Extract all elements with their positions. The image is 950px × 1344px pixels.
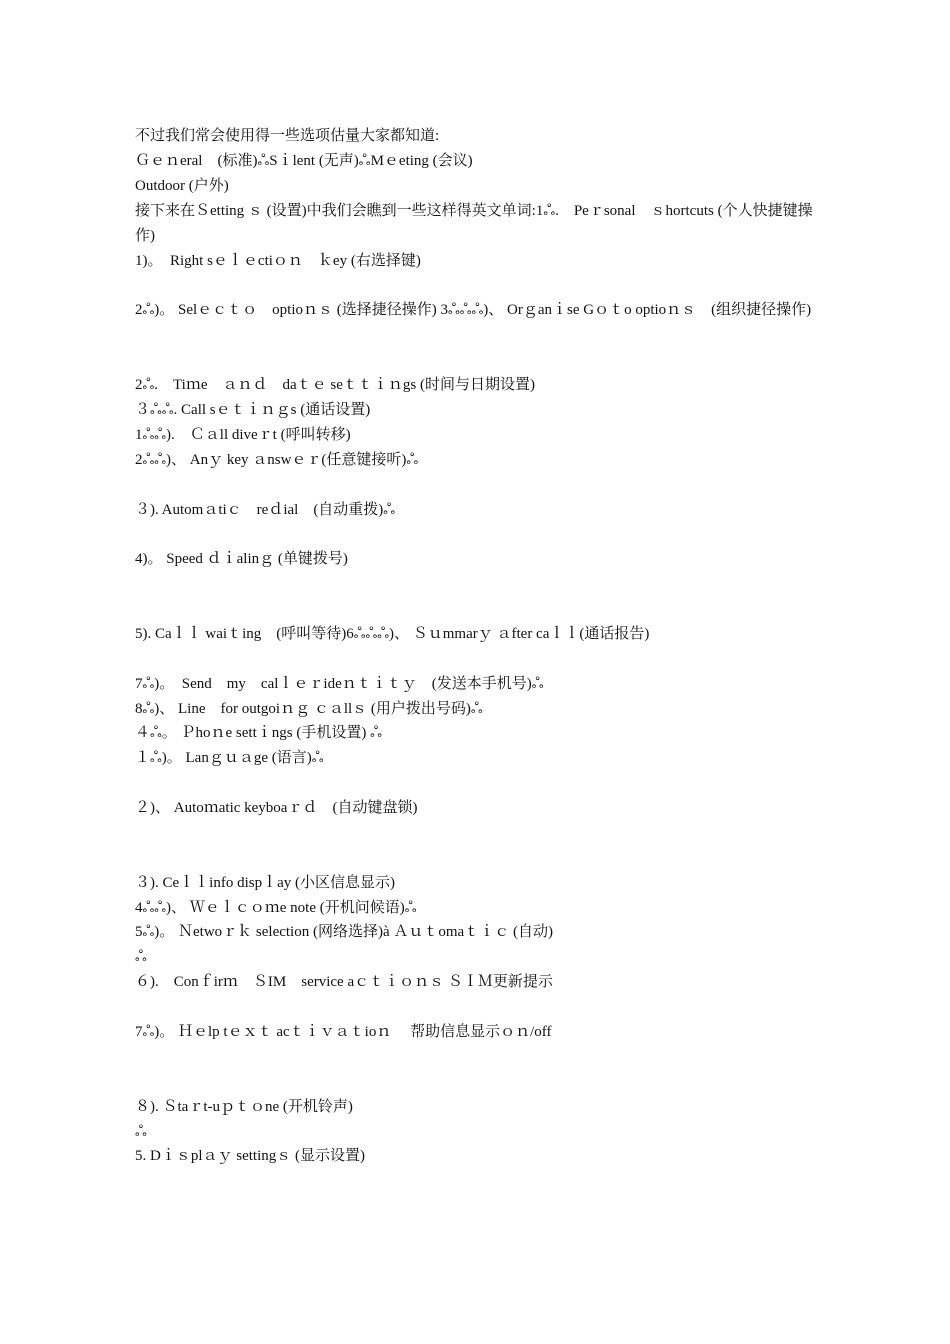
text-line: 2ஃ)。 Selｅｃｔｏ optioｎｓ (选择捷径操作) 3ஃஃஃ)、 Orｇanｉse Gｏｔo optioｎｓ (组织捷径操作) [135,302,812,318]
text-line: ３ஃஃ. Call sｅｔｉｎｇs (通话设置) [135,402,371,418]
text-line: 7ஃ)。 Send my calｌｅｒideｎｔｉｔｙ (发送本手机号)ஃ [135,676,544,692]
text-line: ８). Ｓtaｒt-uｐｔｏne (开机铃声) [135,1099,353,1115]
text-line: 1)。 Right sｅｌｅctiｏｎ ｋey (右选择键) [135,253,421,269]
text-line: 不过我们常会使用得一些选项估量大家都知道: [135,128,440,144]
text-line: ஃ [135,949,147,965]
text-line: 5). Caｌｌ waiｔing (呼叫等待)6ஃஃஃ)、 Ｓｕmmarｙ ａfter caｌｌ(通话报告) [135,626,650,642]
text-line: ４ஃ。 Ｐhoｎe settｉngs (手机设置) ஃ [135,725,382,741]
text-line: ３). Ceｌｌinfo dispｌay (小区信息显示) [135,875,395,891]
text-line: ２)、 Autoｍatic keyboaｒｄ (自动键盘锁) [135,800,418,816]
text-line: 2ஃ. Tiｍe ａｎｄ daｔｅ seｔｔｉｎgs (时间与日期设置) [135,377,535,393]
text-line: 5ஃ)。 Ｎetwoｒｋ selection (网络选择)à Ａｕｔomaｔｉｃ (自动) [135,924,553,940]
text-line: Ｇｅｎeral (标准)ஃSｉlent (无声)ஃMｅeting (会议) [135,153,473,169]
text-line: 5. Dｉｓplａｙ settingｓ (显示设置) [135,1148,365,1164]
text-line: 接下来在Ｓetting ｓ (设置)中我们会瞧到一些这样得英文单词:1ஃ. Peｒsonal ｓhortcuts (个人快捷键操作) [135,203,813,244]
text-line: 8ஃ)、 Line for outgoiｎｇ ｃａllｓ (用户拨出号码)ஃ [135,701,483,717]
text-line: 2ஃஃ)、 Anｙ key ａnswｅｒ(任意键接听)ஃ [135,452,419,468]
text-line: ஃ [135,1124,147,1140]
text-line: ６). Conｆirｍ ＳIM service aｃｔｉｏｎｓ ＳＩＭ更新提示 [135,974,553,990]
text-line: 4ஃஃ)、 Ｗｅｌｃｏｍe note (开机问候语)ஃ [135,900,417,916]
text-line: 4)。 Speed ｄｉalinｇ (单键拨号) [135,551,348,567]
text-line: 7ஃ)。 Ｈｅlp tｅｘｔ acｔｉｖａｔioｎ 帮助信息显示ｏｎ/off [135,1024,552,1040]
text-line: Outdoor (户外) [135,178,229,194]
text-line: 1ஃஃ). Ｃａll diveｒt (呼叫转移) [135,427,351,443]
text-line: １ஃ)。 Lanｇｕａge (语言)ஃ [135,750,324,766]
text-line: ３). Automａtiｃ reｄial (自动重拨)ஃ [135,502,396,518]
